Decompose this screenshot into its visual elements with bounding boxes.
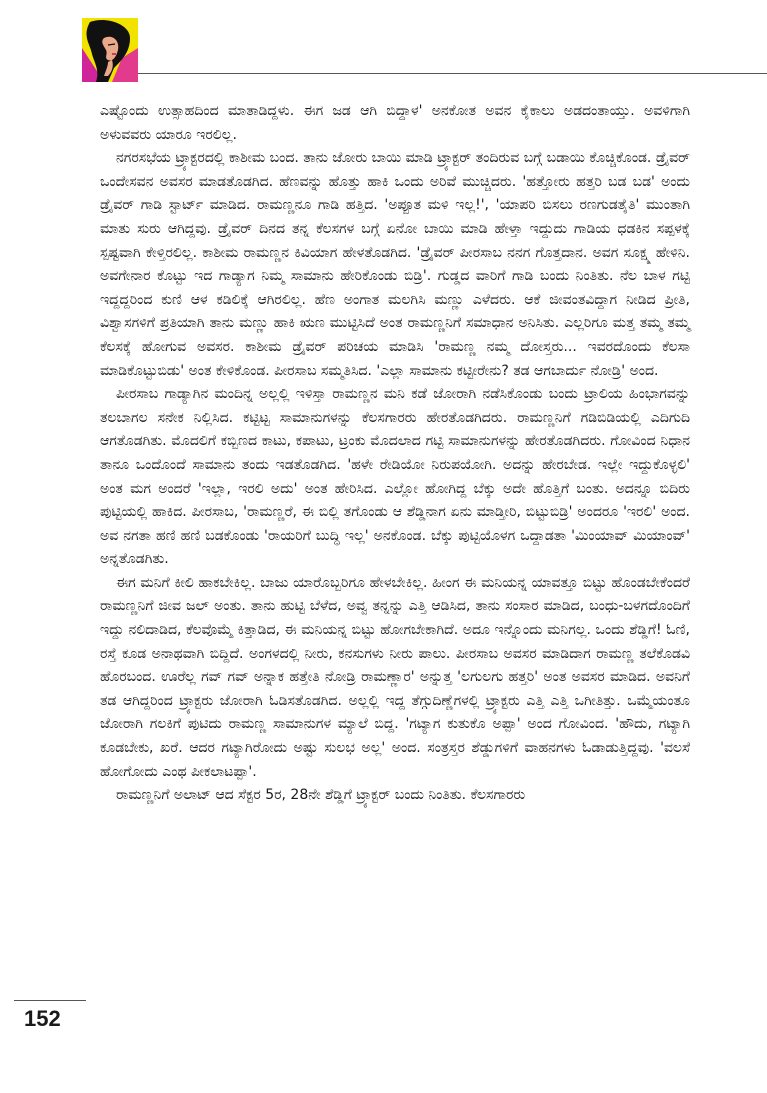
body-text [100,100,690,808]
header-rule [138,73,767,74]
woman-profile-logo [82,18,138,82]
paragraph: ಈಗ ಮನಿಗೆ ಕೀಲಿ ಹಾಕಬೇಕಿಲ್ಲ. ಬಾಜು ಯಾರೊಬ್ಬರಿಗೂ ಹೇಳಬೇಕಿಲ್ಲ. ಹೀಂಗ ಈ ಮನಿಯನ್ನ ಯಾವತ್ತೂ ಬಿಟ್ಟು ಹೊಂಡಬೇಕೆಂದರೆ ರಾಮಣ್ಣನಿಗೆ ಜೀವ ಜಲ್ ಅಂತು. ತಾನು ಹುಟ್ಟಿ ಬೆಳೆದ, ಅವ್ವ ತನ್ನನ್ನು ಎತ್ತಿ ಆಡಿಸಿದ, ತಾನು ಸಂಸಾರ ಮಾಡಿದ, ಬಂಧು-ಬಳಗದೊಂದಿಗೆ ಇದ್ದು ನಲಿದಾಡಿದ, ಕೆಲವೊಮ್ಮೆ ಕಿತ್ತಾಡಿದ, ಈ ಮನಿಯನ್ನ ಬಿಟ್ಟು ಹೋಗಬೇಕಾಗಿದೆ. ಅದೂ ಇನ್ನೊಂದು ಮನಿಗಲ್ಲ. ಒಂದು ಶೆಡ್ಡಿಗೆ! ಓಣಿ, ರಸ್ತೆ ಕೂಡ ಅನಾಥವಾಗಿ ಬಿದ್ದಿದೆ. ಅಂಗಳದಲ್ಲಿ ನೀರು, ಕನಸುಗಳು ನೀರು ಪಾಲು. ಪೀರಸಾಬ ಅವಸರ ಮಾಡಿದಾಗ ರಾಮಣ್ಣ ತಲೆಕೊಡವಿ ಹೊರಬಂದ. ಊರೆಲ್ಲ ಗವ್ ಗವ್ ಅನ್ನಾಕ ಹತ್ತೇತಿ ನೋಡ್ರಿ ರಾಮಣ್ಣಾರ' ಅನ್ನುತ್ತ 'ಲಗುಲಗು ಹತ್ತರಿ' ಅಂತ ಅವಸರ ಮಾಡಿದ. ಅವನಿಗೆ ತಡ ಆಗಿದ್ದರಿಂದ ಟ್ರ್ಯಾಕ್ಟರು ಜೋರಾಗಿ ಓಡಿಸತೊಡಗಿದ. ಅಲ್ಲಲ್ಲಿ ಇದ್ದ ತೆಗ್ಗುದಿಣ್ಣೆಗಳಲ್ಲಿ ಟ್ರ್ಯಾಕ್ಟರು ಎತ್ತಿ ಎತ್ತಿ ಒಗೀತಿತ್ತು. ಒಮ್ಮೆಯಂತೂ ಜೋರಾಗಿ ಗಲಕಿಗೆ ಪುಟಿದು ರಾಮಣ್ಣ ಸಾಮಾನುಗಳ ಮ್ಯಾಲೆ ಬಿದ್ದ. 'ಗಟ್ಯಾಗ ಕುತುಕೊ ಅಪ್ಪಾ' ಅಂದ ಗೋವಿಂದ. 'ಹೌದು, ಗಟ್ಯಾಗಿ ಕೂಡಬೇಕು, ಖರೆ. ಆದರ ಗಟ್ಯಾಗಿರೋದು ಅಷ್ಟು ಸುಲಭ ಅಲ್ಲ' ಅಂದ. ಸಂತ್ರಸ್ತರ ಶೆಡ್ಡುಗಳಿಗೆ ವಾಹನಗಳು ಓಡಾಡುತ್ತಿದ್ದವು. 'ವಲಸೆ ಹೋಗೋದು ಎಂಥ ಪೀಕಲಾಟಪ್ಪಾ'. [100,574,690,780]
footer-rule [14,1000,86,1001]
page-number: 152 [24,1006,61,1031]
paragraph: ಎಷ್ಟೊಂದು ಉತ್ಸಾಹದಿಂದ ಮಾತಾಡಿದ್ದಳು. ಈಗ ಜಡ ಆಗಿ ಬಿದ್ದಾಳ' ಅನಕೋತ ಅವನ ಕೈಕಾಲು ಅಡದಂತಾಯ್ತು. ಅವಳಿಗಾಗಿ ಅಳುವವರು ಯಾರೂ ಇರಲಿಲ್ಲ. [100,103,690,143]
paragraph: ಪೀರಸಾಬ ಗಾಡ್ಯಾಗಿನ ಮಂದಿನ್ನ ಅಲ್ಲಲ್ಲಿ ಇಳಿಸ್ತಾ ರಾಮಣ್ಣನ ಮನಿ ಕಡೆ ಜೋರಾಗಿ ನಡೆಸಿಕೊಂಡು ಬಂದು ಟ್ರಾಲಿಯ ಹಿಂಭಾಗವನ್ನು ತಲಬಾಗಲ ಸನೇಕ ನಿಲ್ಲಿಸಿದ. ಕಟ್ಟಿಟ್ಟ ಸಾಮಾನುಗಳನ್ನು ಕೆಲಸಗಾರರು ಹೇರತೊಡಗಿದರು. ರಾಮಣ್ಣನಿಗೆ ಗಡಿಬಿಡಿಯಲ್ಲಿ ಎದಿಗುದಿ ಆಗತೊಡಗಿತು. ಮೊದಲಿಗೆ ಕಬ್ಬಿಣದ ಕಾಟು, ಕಪಾಟು, ಟ್ರಂಕು ಮೊದಲಾದ ಗಟ್ಟಿ ಸಾಮಾನುಗಳನ್ನು ಹೇರತೊಡಗಿದರು. ಗೋವಿಂದ ನಿಧಾನ ತಾನೂ ಒಂದೊಂದೆ ಸಾಮಾನು ತಂದು ಇಡತೊಡಗಿದ. 'ಹಳೇ ರೇಡಿಯೋ ನಿರುಪಯೋಗಿ. ಅದನ್ನು ಹೇರಬೇಡ. ಇಲ್ಲೇ ಇದ್ದುಕೊಳ್ಳಲಿ' ಅಂತ ಮಗ ಅಂದರೆ 'ಇಲ್ಲಾ, ಇರಲಿ ಅದು' ಅಂತ ಹೇರಿಸಿದ. ಎಲ್ಲೋ ಹೋಗಿದ್ದ ಬೆಕ್ಕು ಅದೇ ಹೊತ್ತಿಗೆ ಬಂತು. ಅದನ್ನೂ ಬಿದಿರು ಪುಟ್ಟಿಯಲ್ಲಿ ಹಾಕಿದ. ಪೀರಸಾಬ, 'ರಾಮಣ್ಣರೆ, ಈ ಬಿಲ್ಲಿ ತಗೊಂಡು ಆ ಶೆಡ್ಡಿನಾಗ ಏನು ಮಾಡ್ತೀರಿ, ಬಿಟ್ಟುಬಿಡ್ರಿ' ಅಂದರೂ 'ಇರಲಿ' ಅಂದ. ಅವ ನಗತಾ ಹಣಿ ಹಣಿ ಬಡಕೊಂಡು 'ರಾಯರಿಗೆ ಬುದ್ಧಿ ಇಲ್ಲ' ಅನಕೊಂಡ. ಬೆಕ್ಕು ಪುಟ್ಟಿಯೊಳಗ ಒದ್ದಾಡತಾ 'ಮಿಂಯಾವ್ ಮಿಯಾಂವ್' ಅನ್ನತೊಡಗಿತು. [100,386,690,568]
paragraph: ನಗರಸಭೆಯ ಟ್ರ್ಯಾಕ್ಟರದಲ್ಲಿ ಕಾಶೀಮ ಬಂದ. ತಾನು ಜೋರು ಬಾಯಿ ಮಾಡಿ ಟ್ರ್ಯಾಕ್ಟರ್ ತಂದಿರುವ ಬಗ್ಗೆ ಬಡಾಯಿ ಕೊಚ್ಚಿಕೊಂಡ. ಡ್ರೈವರ್ ಒಂದೇಸವನ ಅವಸರ ಮಾಡತೊಡಗಿದ. ಹೆಣವನ್ನು ಹೊತ್ತು ಹಾಕಿ ಒಂದು ಅರಿವೆ ಮುಚ್ಚಿದರು. 'ಹತ್ತೋರು ಹತ್ತರಿ ಬಡ ಬಡ' ಅಂದು ಡ್ರೈವರ್ ಗಾಡಿ ಸ್ಟಾರ್ಟ್ ಮಾಡಿದ. ರಾಮಣ್ಣನೂ ಗಾಡಿ ಹತ್ತಿದ. 'ಅಪ್ಪೂತ ಮಳಿ ಇಲ್ಲ!', 'ಯಾಪರಿ ಬಿಸಲು ರಣಗುಡತೈತಿ' ಮುಂತಾಗಿ ಮಾತು ಸುರು ಆಗಿದ್ದವು. ಡ್ರೈವರ್ ದಿನದ ತನ್ನ ಕೆಲಸಗಳ ಬಗ್ಗೆ ಏನೋ ಬಾಯಿ ಮಾಡಿ ಹೇಳ್ತಾ ಇದ್ದುದು ಗಾಡಿಯ ಧಡಕಿನ ಸಪ್ಪಳಕ್ಕೆ ಸ್ಪಷ್ಟವಾಗಿ ಕೇಳ್ತಿರಲಿಲ್ಲ. ಕಾಶೀಮ ರಾಮಣ್ಣನ ಕಿವಿಯಾಗ ಹೇಳತೊಡಗಿದ. 'ಡ್ರೈವರ್ ಪೀರಸಾಬ ನನಗ ಗೊತ್ತದಾನ. ಅವಗ ಸೂಕ್ಷ್ಮ ಹೇಳಿನಿ. ಅವಗೇನಾರ ಕೊಟ್ಟು ಇದ ಗಾಡ್ಯಾಗ ನಿಮ್ಮ ಸಾಮಾನು ಹೇರಿಕೊಂಡು ಬಿಡ್ರಿ'. ಗುಡ್ಡದ ವಾರಿಗೆ ಗಾಡಿ ಬಂದು ನಿಂತಿತು. ನೆಲ ಬಾಳ ಗಟ್ಟಿ ಇದ್ದದ್ದರಿಂದ ಕುಣಿ ಆಳ ಕಡಿಲಿಕ್ಕೆ ಆಗಿರಲಿಲ್ಲ. ಹೆಣ ಅಂಗಾತ ಮಲಗಿಸಿ ಮಣ್ಣು ಎಳೆದರು. ಆಕೆ ಜೀವಂತವಿದ್ದಾಗ ನೀಡಿದ ಪ್ರೀತಿ, ವಿಶ್ವಾಸಗಳಿಗೆ ಪ್ರತಿಯಾಗಿ ತಾನು ಮಣ್ಣು ಹಾಕಿ ಋಣ ಮುಟ್ಟಿಸಿದೆ ಅಂತ ರಾಮಣ್ಣನಿಗೆ ಸಮಾಧಾನ ಅನಿಸಿತು. ಎಲ್ಲರಿಗೂ ಮತ್ತ ತಮ್ಮ ತಮ್ಮ ಕೆಲಸಕ್ಕೆ ಹೋಗುವ ಅವಸರ. ಕಾಶೀಮ ಡ್ರೈವರ್ ಪರಿಚಯ ಮಾಡಿಸಿ 'ರಾಮಣ್ಣ ನಮ್ಮ ದೋಸ್ತರು... ಇವರದೊಂದು ಕೆಲಸಾ ಮಾಡಿಕೊಟ್ಟುಬಿಡು' ಅಂತ ಕೇಳಿಕೊಂಡ. ಪೀರಸಾಬ ಸಮ್ಮತಿಸಿದ. 'ಎಲ್ಲಾ ಸಾಮಾನು ಕಟ್ಟೀರೇನು? ತಡ ಆಗಬಾರ್ದು ನೋಡ್ರಿ' ಅಂದ. [100,150,690,379]
paragraph: ರಾಮಣ್ಣನಿಗೆ ಅಲಾಟ್ ಆದ ಸೆಕ್ಟರ 5ರ, 28ನೇ ಶೆಡ್ಡಿಗೆ ಟ್ರ್ಯಾಕ್ಟರ್ ಬಂದು ನಿಂತಿತು. ಕೆಲಸಗಾರರು [116,787,526,804]
